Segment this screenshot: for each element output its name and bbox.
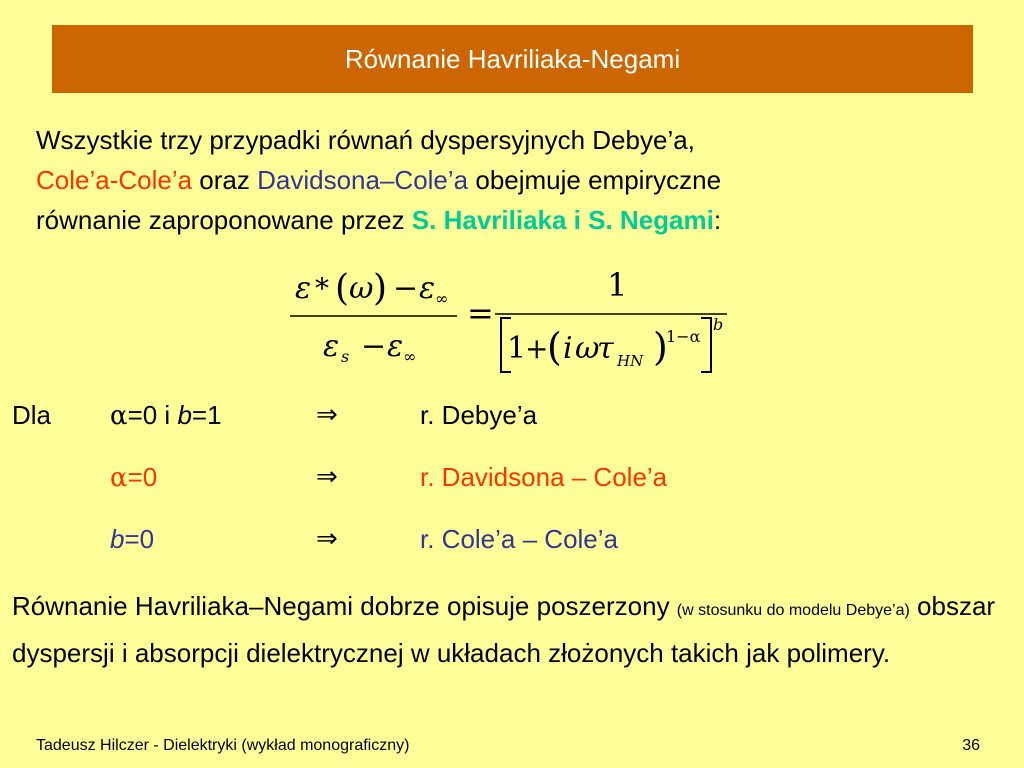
outro-small-note: (w stosunku do modelu Debye’a)	[676, 602, 910, 619]
lhs-open-paren: (	[335, 268, 350, 309]
rhs-close-paren: )	[653, 325, 668, 369]
condition-b: =1	[191, 400, 222, 430]
lhs-num-star: *	[315, 272, 329, 305]
rhs-sub-hn: HN	[617, 352, 644, 370]
intro-paragraph	[36, 120, 996, 240]
lhs-den-eps: ε	[323, 329, 340, 364]
intro-line2-rest: obejmuje empiryczne	[468, 165, 722, 195]
slide-title: Równanie Havriliaka-Negami	[344, 43, 681, 74]
lhs-num-inf-sub: ∞	[435, 289, 449, 308]
case-result: r. Davidsona – Cole’a	[420, 462, 668, 492]
outro-paragraph	[12, 585, 1012, 674]
alpha-symbol: α	[110, 463, 128, 493]
authors-term: S. Havriliaka i S. Negami	[411, 205, 714, 235]
intro-line1: Wszystkie trzy przypadki równań dyspersyjnych Debye’a,	[36, 125, 695, 155]
lhs-den-eps-inf: ε	[387, 329, 404, 364]
implies-arrow: ⇒	[316, 400, 338, 430]
case-result: r. Debye’a	[420, 400, 538, 430]
implies-arrow: ⇒	[316, 462, 338, 492]
b-symbol: b	[177, 400, 192, 430]
davidson-cole-term: Davidsona–Cole’a	[257, 165, 469, 195]
rhs-den-one: 1	[507, 331, 527, 366]
page-number: 36	[962, 737, 980, 754]
formula-svg	[285, 258, 745, 378]
havriliak-negami-formula	[285, 258, 745, 378]
lhs-num-eps-inf: ε	[419, 271, 436, 306]
intro-line3-start: równanie zaproponowane przez	[36, 205, 412, 235]
lhs-den-sub-s: s	[341, 347, 350, 366]
case-condition	[110, 524, 154, 555]
intro-oraz: oraz	[192, 165, 258, 195]
rhs-tau: τ	[597, 331, 614, 366]
rhs-num: 1	[607, 266, 628, 304]
footer-author: Tadeusz Hilczer - Dielektryki (wykład monograficzny)	[36, 737, 410, 754]
rhs-omega: ω	[575, 331, 600, 366]
title-bar	[52, 25, 973, 93]
case-condition	[110, 400, 222, 431]
b-symbol: b	[110, 524, 125, 554]
right-bracket	[701, 318, 711, 372]
outro-part1: Równanie Havriliaka–Negami dobrze opisuje poszerzony	[12, 591, 677, 621]
case-result: r. Cole’a – Cole’a	[420, 524, 618, 554]
case-label: Dla	[12, 400, 52, 430]
condition-alpha: =0 i	[127, 400, 178, 430]
lhs-den-minus: −	[361, 329, 387, 364]
lhs-num-omega: ω	[349, 271, 374, 306]
lhs-close-paren: )	[373, 268, 388, 309]
rhs-exp-b: b	[713, 315, 724, 334]
alpha-symbol: α	[110, 401, 128, 431]
rhs-i: i	[563, 331, 573, 366]
lhs-num-eps: ε	[295, 271, 312, 306]
lhs-den-inf-sub: ∞	[403, 347, 417, 366]
implies-arrow: ⇒	[316, 524, 338, 554]
outro-part2: obszar dyspersji i absorpcji dielektrycznej w układach złożonych takich jak polimery.	[12, 591, 1003, 668]
condition-b: =0	[124, 524, 155, 554]
cole-cole-term: Cole’a-Cole’a	[36, 165, 193, 195]
intro-colon: :	[713, 205, 722, 235]
equals-sign: =	[467, 294, 494, 332]
lhs-num-minus: −	[393, 271, 419, 306]
rhs-open-paren: (	[547, 325, 562, 369]
case-condition	[110, 462, 157, 493]
rhs-exp-1-alpha: 1−α	[666, 327, 701, 346]
condition-alpha: =0	[127, 462, 158, 492]
rhs-den-plus: +	[525, 332, 549, 365]
